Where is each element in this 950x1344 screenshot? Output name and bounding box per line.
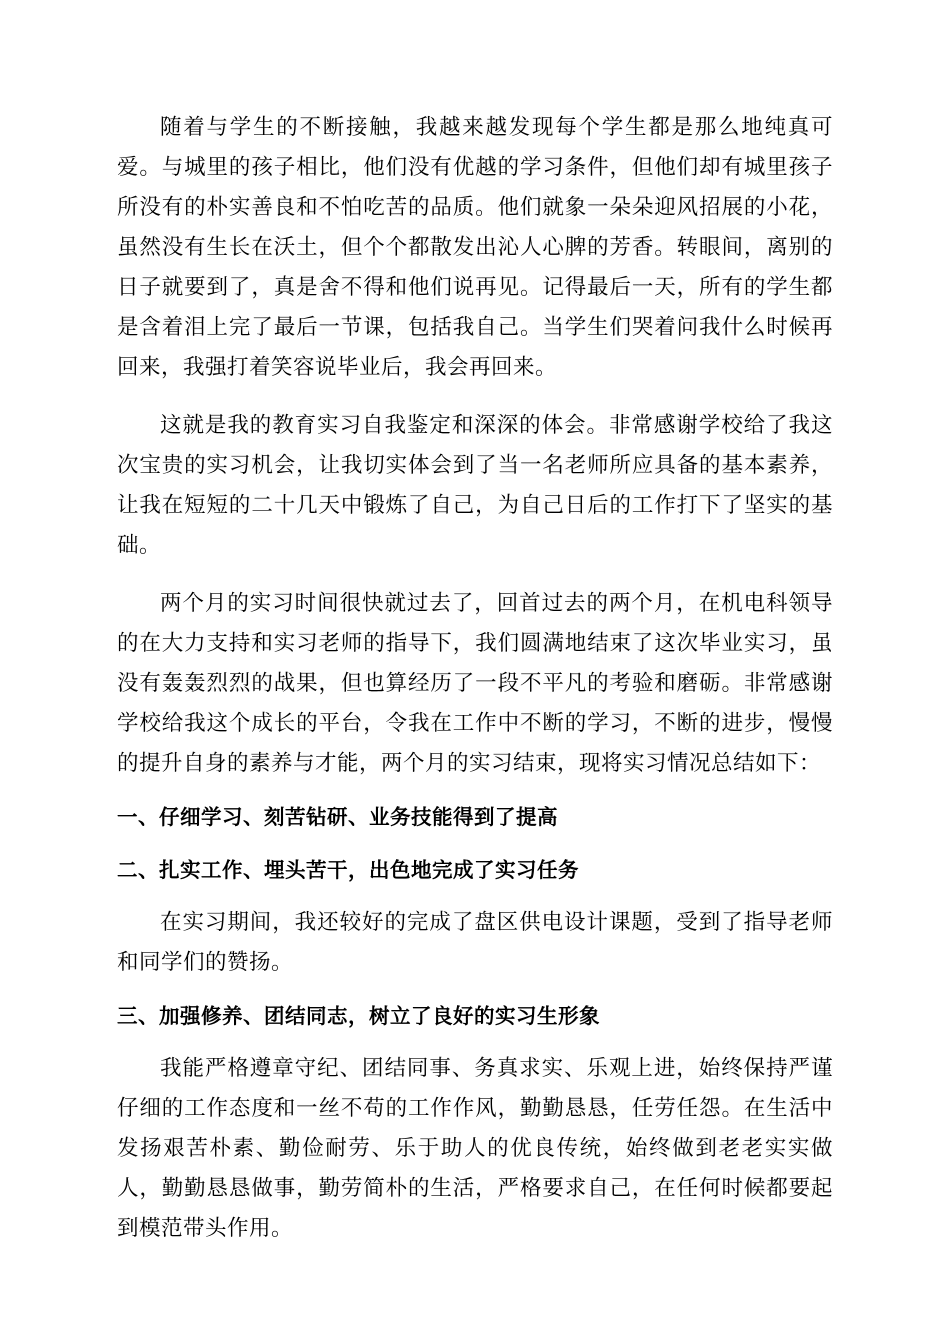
- spacer: [117, 983, 833, 996]
- section-heading-3: 三、加强修养、团结同志，树立了良好的实习生形象: [117, 1004, 600, 1028]
- spacer: [117, 1036, 833, 1049]
- spacer: [117, 837, 833, 850]
- section-heading-2: 二、扎实工作、埋头苦干，出色地完成了实习任务: [117, 858, 579, 882]
- paragraph-appraisal: 这就是我的教育实习自我鉴定和深深的体会。非常感谢学校给了我这次宝贵的实习机会，让我切实体会到了当一名老师所应具备的基本素养，让我在短短的二十几天中锻炼了自己，为自己日后的工作打下了坚实的基础。: [117, 413, 833, 558]
- spacer: [117, 388, 833, 406]
- paragraph-conduct: 我能严格遵章守纪、团结同事、务真求实、乐观上进，始终保持严谨仔细的工作态度和一丝不苟的工作作风，勤勤恳恳，任劳任怨。在生活中发扬艰苦朴素、勤俭耐劳、乐于助人的优良传统，始终做到老老实实做人，勤勤恳恳做事，勤劳简朴的生活，严格要求自己，在任何时候都要起到模范带头作用。: [117, 1056, 833, 1241]
- spacer: [117, 784, 833, 797]
- paragraph-farewell: 随着与学生的不断接触，我越来越发现每个学生都是那么地纯真可爱。与城里的孩子相比，他们没有优越的学习条件，但他们却有城里孩子所没有的朴实善良和不怕吃苦的品质。他们就象一朵朵迎风招展的小花，虽然没有生长在沃土，但个个都散发出沁人心脾的芳香。转眼间，离别的日子就要到了，真是舍不得和他们说再见。记得最后一天，所有的学生都是含着泪上完了最后一节课，包括我自己。当学生们哭着问我什么时候再回来，我强打着笑容说毕业后，我会再回来。: [117, 115, 833, 380]
- paragraph-design-project: 在实习期间，我还较好的完成了盘区供电设计课题，受到了指导老师和同学们的赞扬。: [117, 910, 833, 975]
- document-page: [117, 108, 833, 1249]
- spacer: [117, 566, 833, 584]
- paragraph-summary-intro: 两个月的实习时间很快就过去了，回首过去的两个月，在机电科领导的在大力支持和实习老师的指导下，我们圆满地结束了这次毕业实习，虽没有轰轰烈烈的战果，但也算经历了一段不平凡的考验和磨砺。非常感谢学校给我这个成长的平台，令我在工作中不断的学习，不断的进步，慢慢的提升自身的素养与才能，两个月的实习结束，现将实习情况总结如下：: [117, 591, 833, 776]
- section-heading-1: 一、仔细学习、刻苦钻研、业务技能得到了提高: [117, 805, 558, 829]
- spacer: [117, 890, 833, 903]
